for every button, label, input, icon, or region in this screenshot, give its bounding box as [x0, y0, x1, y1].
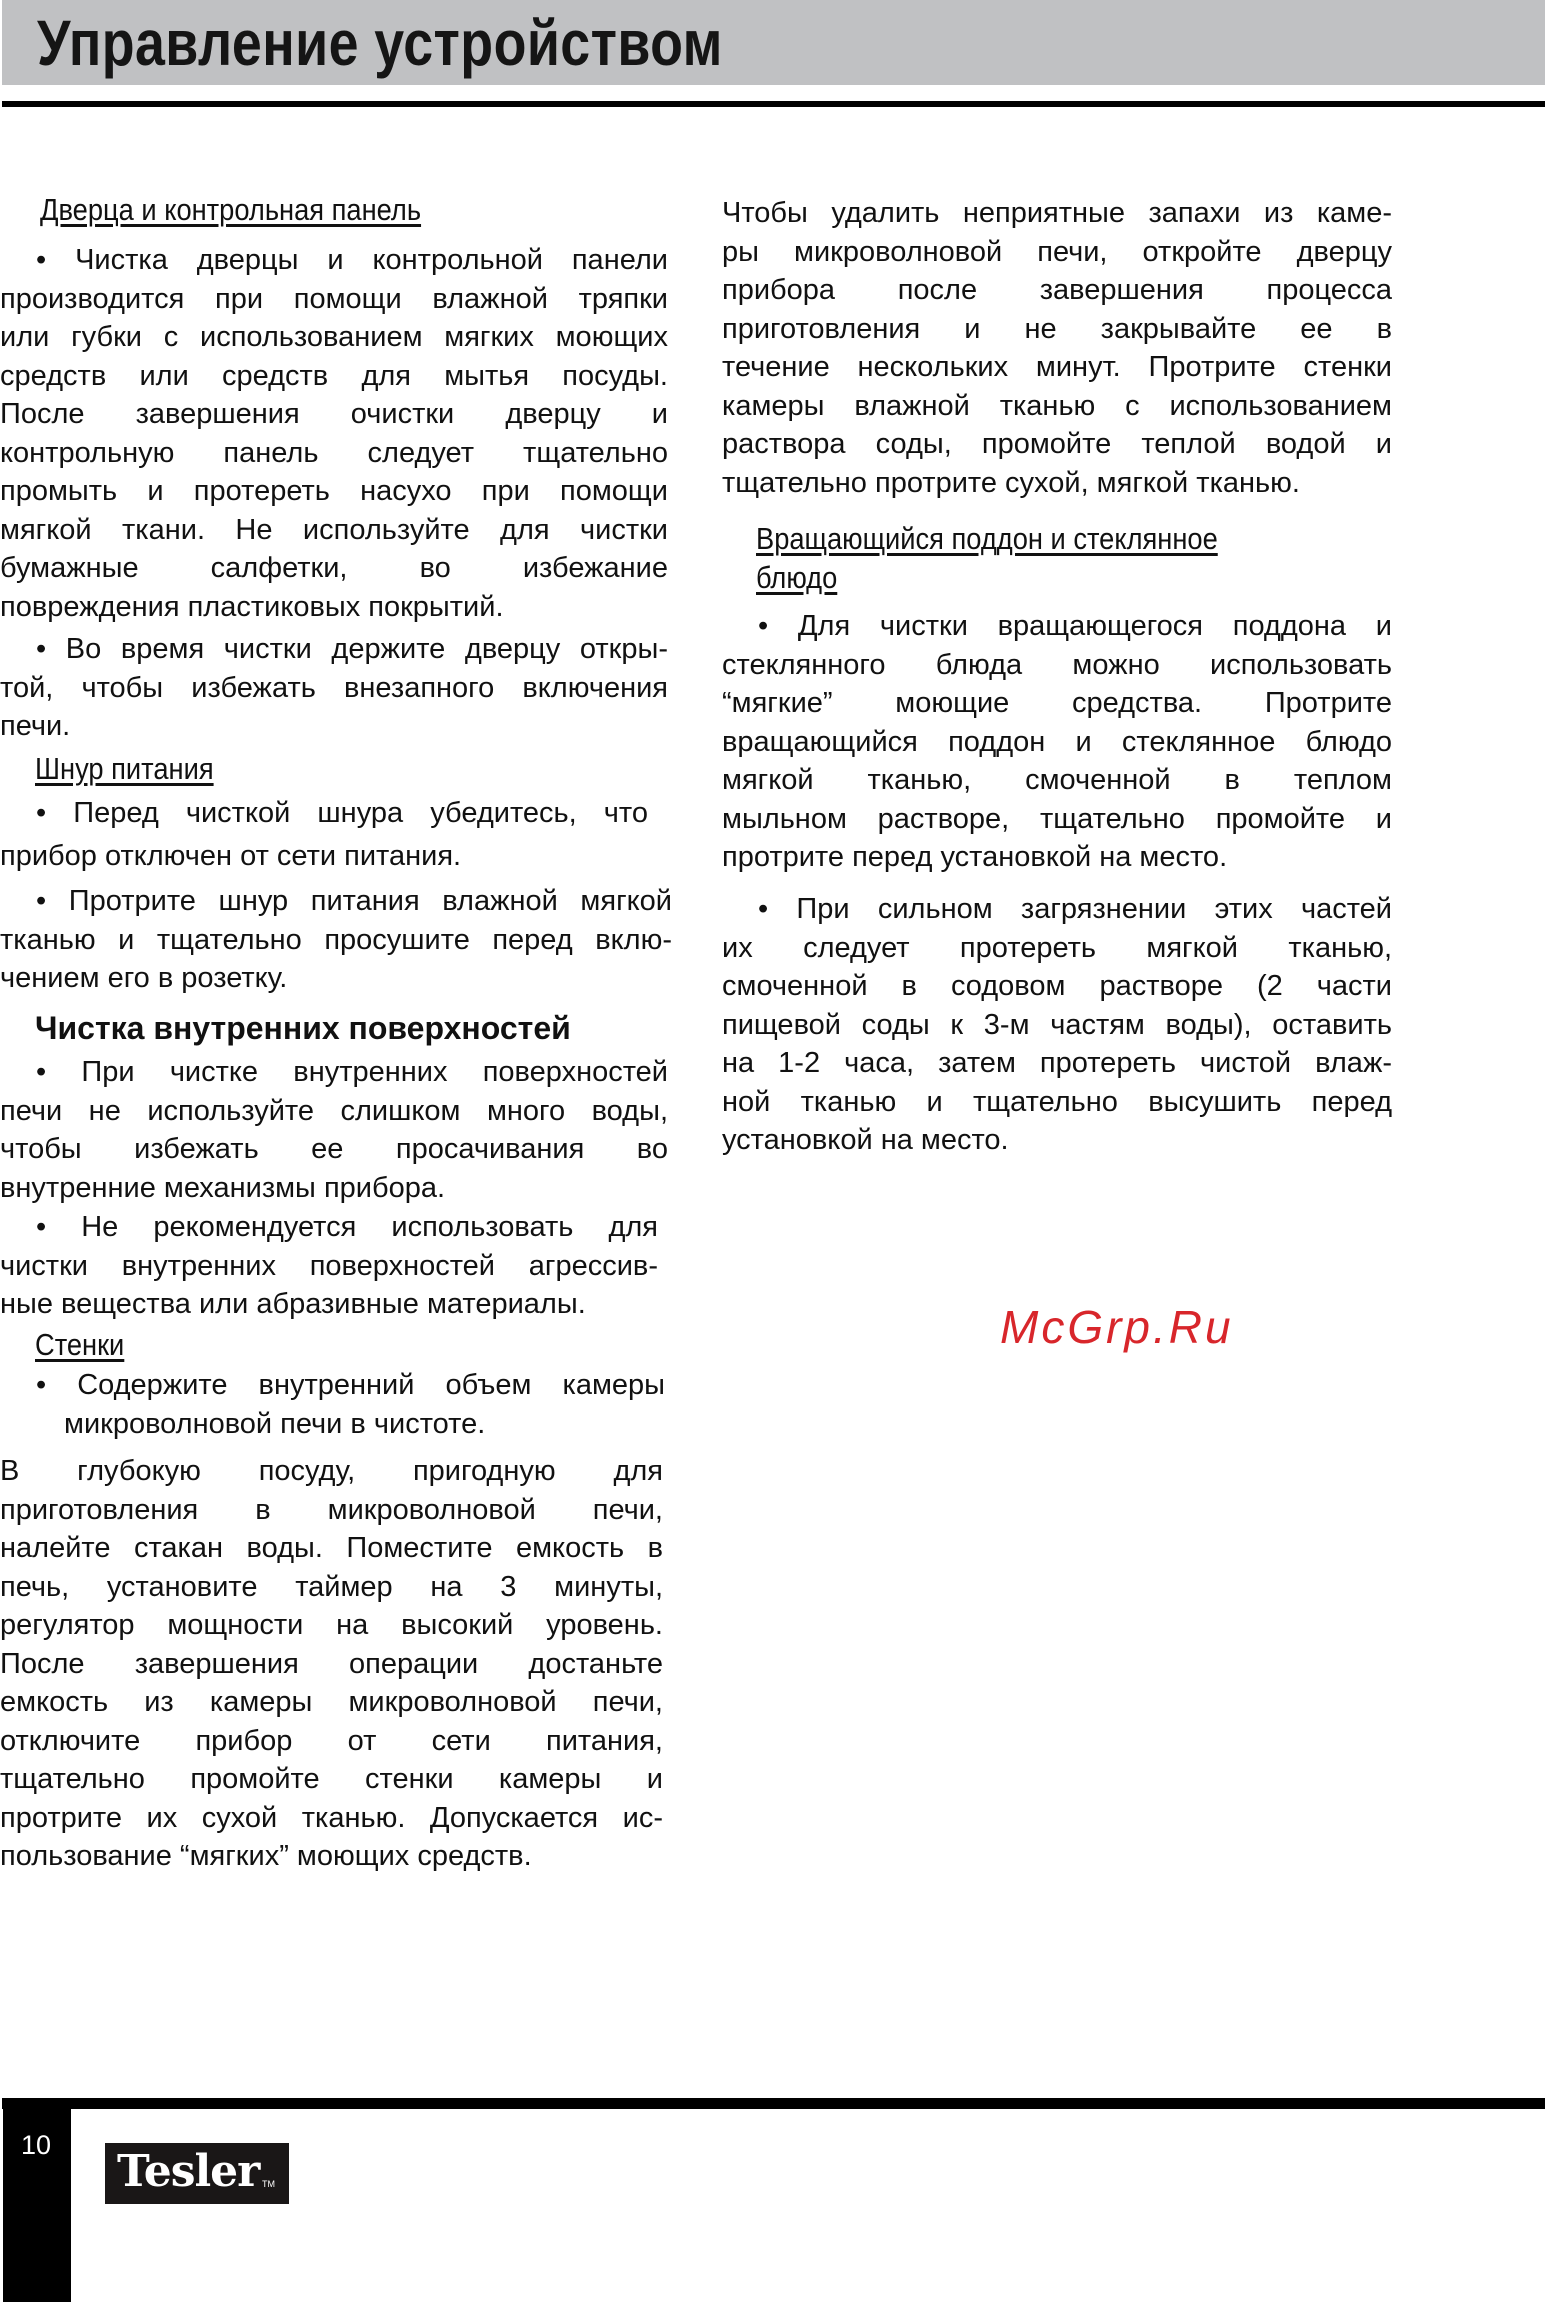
page-title: Управление устройством: [37, 7, 723, 79]
tesler-logo: [105, 2143, 289, 2204]
text-line: приготовления и не закрывайте ее в: [722, 312, 1392, 345]
subheading-door: Дверца и контрольная панель: [40, 192, 422, 227]
text-line: раствора соды, промойте теплой водой и: [722, 428, 1392, 460]
text-line: ные вещества или абразивные материалы.: [0, 1288, 586, 1320]
text-line: производится при помощи влажной тряпки: [0, 282, 668, 315]
text-line: После завершения операции достаньте: [0, 1647, 663, 1680]
paragraph-walls-2: [0, 1452, 663, 1876]
text-line: • Чистка дверцы и контрольной панели: [36, 244, 668, 276]
text-line: протрите их сухой тканью. Допускается ис-: [0, 1801, 663, 1834]
subheading-walls: Стенки: [35, 1327, 125, 1362]
text-line: их следует протереть мягкой тканью,: [722, 931, 1392, 964]
paragraph-tray-2: [722, 890, 1392, 1160]
text-line: течение нескольких минут. Протрите стенки: [722, 351, 1392, 383]
paragraph-odor: [722, 194, 1392, 502]
page-number: 10: [21, 2130, 52, 2160]
text-line: пищевой соды к 3-м частям воды), оставить: [722, 1008, 1392, 1041]
heading-inner-cleaning: Чистка внутренних поверхностей: [35, 1010, 571, 1046]
text-line: • Содержите внутренний объем камеры: [36, 1369, 665, 1401]
text-line: мягкой ткани. Не используйте для чистки: [0, 513, 668, 546]
text-line: • При сильном загрязнении этих частей: [758, 893, 1392, 925]
text-line: налейте стакан воды. Поместите емкость в: [0, 1532, 663, 1564]
paragraph-walls-1: [0, 1366, 665, 1443]
text-line: стеклянного блюда можно использовать: [722, 648, 1392, 681]
text-line: В глубокую посуду, пригодную для: [0, 1455, 663, 1487]
text-line: микроволновой печи в чистоте.: [64, 1407, 486, 1440]
text-line: отключите прибор от сети питания,: [0, 1724, 663, 1757]
text-line: на 1-2 часа, затем протереть чистой влаж-: [722, 1047, 1392, 1079]
text-line: После завершения очистки дверцу и: [0, 398, 668, 430]
text-line: • Перед чисткой шнура убедитесь, что: [36, 797, 648, 829]
text-line: приготовления в микроволновой печи,: [0, 1493, 663, 1526]
text-line: ры микроволновой печи, откройте дверцу: [722, 235, 1392, 268]
text-line: • Протрите шнур питания влажной мягкой: [36, 885, 672, 917]
text-line: той, чтобы избежать внезапного включения: [0, 671, 668, 704]
text-line: • Для чистки вращающегося поддона и: [758, 610, 1392, 642]
text-line: емкость из камеры микроволновой печи,: [0, 1686, 663, 1718]
text-line: прибор отключен от сети питания.: [0, 840, 462, 872]
text-line: вращающийся поддон и стеклянное блюдо: [722, 725, 1392, 758]
text-line: чистки внутренних поверхностей агрессив-: [0, 1249, 658, 1282]
text-line: бумажные салфетки, во избежание: [0, 552, 668, 584]
text-line: • Не рекомендуется использовать для: [36, 1211, 658, 1243]
logo-trademark: TM: [262, 2179, 275, 2189]
text-line: чением его в розетку.: [0, 962, 288, 994]
text-line: смоченной в содовом растворе (2 части: [722, 970, 1392, 1002]
text-line: установкой на место.: [722, 1124, 1009, 1156]
text-line: прибора после завершения процесса: [722, 274, 1392, 306]
text-line: чтобы избежать ее просачивания во: [0, 1133, 668, 1165]
text-line: внутренние механизмы прибора.: [0, 1171, 446, 1204]
paragraph-inner-2: [0, 1208, 658, 1324]
text-line: промыть и протереть насухо при помощи: [0, 475, 668, 507]
paragraph-inner-1: [0, 1053, 668, 1207]
text-line: пользование “мягких” моющих средств.: [0, 1840, 532, 1872]
subheading-tray: [756, 520, 1218, 597]
text-line: контрольную панель следует тщательно: [0, 436, 668, 469]
header-divider: [2, 101, 1545, 107]
subheading-tray-line: блюдо: [756, 559, 838, 595]
footer-page-tab: [3, 2098, 71, 2302]
footer-divider: [2, 2098, 1545, 2109]
text-line: средств или средств для мытья посуды.: [0, 359, 668, 392]
text-line: печь, установите таймер на 3 минуты,: [0, 1570, 663, 1603]
text-line: тщательно протрите сухой, мягкой тканью.: [722, 466, 1300, 499]
text-line: мягкой тканью, смоченной в теплом: [722, 764, 1392, 796]
text-line: тщательно промойте стенки камеры и: [0, 1763, 663, 1795]
text-line: Чтобы удалить неприятные запахи из каме-: [722, 197, 1392, 229]
text-line: печи не используйте слишком много воды,: [0, 1094, 668, 1127]
text-line: или губки с использованием мягких моющих: [0, 321, 668, 353]
paragraph-cord-1: [0, 792, 648, 878]
text-line: тканью и тщательно просушите перед вклю-: [0, 923, 672, 956]
text-line: протрите перед установкой на место.: [722, 841, 1228, 873]
paragraph-tray-1: [722, 607, 1392, 877]
text-line: печи.: [0, 710, 71, 742]
paragraph-door-2: [0, 630, 668, 746]
watermark: McGrp.Ru: [1000, 1301, 1234, 1353]
logo-text: Tesler: [117, 2146, 260, 2197]
text-line: камеры влажной тканью с использованием: [722, 389, 1392, 422]
subheading-cord: Шнур питания: [35, 751, 214, 786]
paragraph-cord-2: [0, 882, 672, 998]
paragraph-door-1: [0, 241, 668, 626]
text-line: повреждения пластиковых покрытий.: [0, 590, 504, 623]
text-line: ной тканью и тщательно высушить перед: [722, 1085, 1392, 1118]
text-line: регулятор мощности на высокий уровень.: [0, 1609, 663, 1641]
subheading-tray-line: Вращающийся поддон и стеклянное: [756, 521, 1218, 556]
text-line: мыльном растворе, тщательно промойте и: [722, 802, 1392, 835]
text-line: • Во время чистки держите дверцу откры-: [36, 633, 668, 665]
text-line: • При чистке внутренних поверхностей: [36, 1056, 668, 1088]
text-line: “мягкие” моющие средства. Протрите: [722, 687, 1392, 719]
